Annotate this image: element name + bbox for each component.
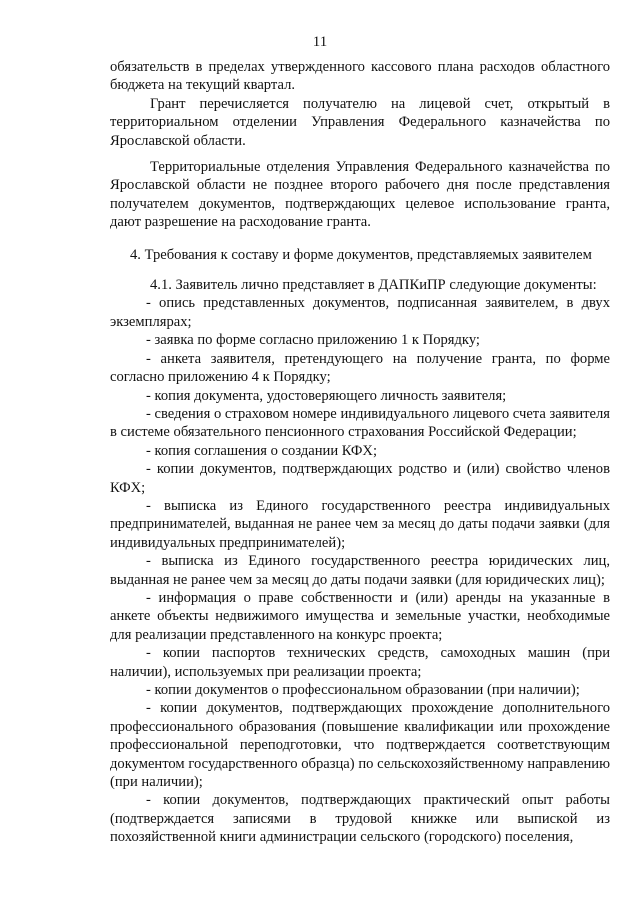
list-item: - копии документов, подтверждающих практический опыт работы (подтверждается записями в трудовой книжке или выпиской из похозяйственной книги администрации сельского (городского) поселения, <box>110 792 610 846</box>
paragraph-continuation: обязательств в пределах утвержденного кассового плана расходов областного бюджета на текущий квартал. <box>110 59 610 94</box>
document-body <box>110 58 610 847</box>
list-item: - заявка по форме согласно приложению 1 к Порядку; <box>146 332 480 349</box>
paragraph-grant-transfer: Грант перечисляется получателю на лицевой счет, открытый в территориальном отделении Управления Федерального казначейства по Ярославской области. <box>110 95 610 149</box>
page-number: 11 <box>312 34 328 50</box>
section-heading: 4. Требования к составу и форме документов, представляемых заявителем <box>130 246 592 263</box>
list-item: - копии документов, подтверждающих прохождение дополнительного профессионального образования (повышение квалификации или прохождение профессиональной переподготовки, что подтверждается соответствующим документом государственного образца) по сельскохозяйственному направлению (при наличии); <box>110 700 610 791</box>
list-item: - выписка из Единого государственного реестра юридических лиц, выданная не ранее чем за месяц до даты подачи заявки (для юридических лиц); <box>110 553 610 588</box>
list-item: - выписка из Единого государственного реестра индивидуальных предпринимателей, выданная не ранее чем за месяц до даты подачи заявки (для индивидуальных предпринимателей); <box>110 497 610 551</box>
list-item: - копия соглашения о создании КФХ; <box>146 442 378 459</box>
paragraph-treasury-permission: Территориальные отделения Управления Федерального казначейства по Ярославской области не позднее второго рабочего дня после представления получателем документов, подтверждающих целевое использование гранта, дают разрешение на расходование гранта. <box>110 159 610 231</box>
list-item: - копия документа, удостоверяющего личность заявителя; <box>146 387 507 404</box>
list-item: - копии паспортов технических средств, самоходных машин (при наличии), используемых при реализации проекта; <box>110 645 610 680</box>
list-item: - копии документов, подтверждающих родство и (или) свойство членов КФХ; <box>110 461 610 496</box>
list-item: - опись представленных документов, подписанная заявителем, в двух экземплярах; <box>110 295 610 330</box>
list-item: - сведения о страховом номере индивидуального лицевого счета заявителя в системе обязательного пенсионного страхования Российской Федерации; <box>110 405 610 441</box>
list-item: - копии документов о профессиональном образовании (при наличии); <box>146 682 580 698</box>
list-intro: 4.1. Заявитель лично представляет в ДАПКиПР следующие документы: <box>150 277 597 294</box>
list-item: - анкета заявителя, претендующего на получение гранта, по форме согласно приложению 4 к Порядку; <box>110 350 610 386</box>
list-item: - информация о праве собственности и (или) аренды на указанные в анкете объекты недвижимого имущества и земельные участки, необходимые для реализации представленного на конкурс проекта; <box>110 589 610 643</box>
